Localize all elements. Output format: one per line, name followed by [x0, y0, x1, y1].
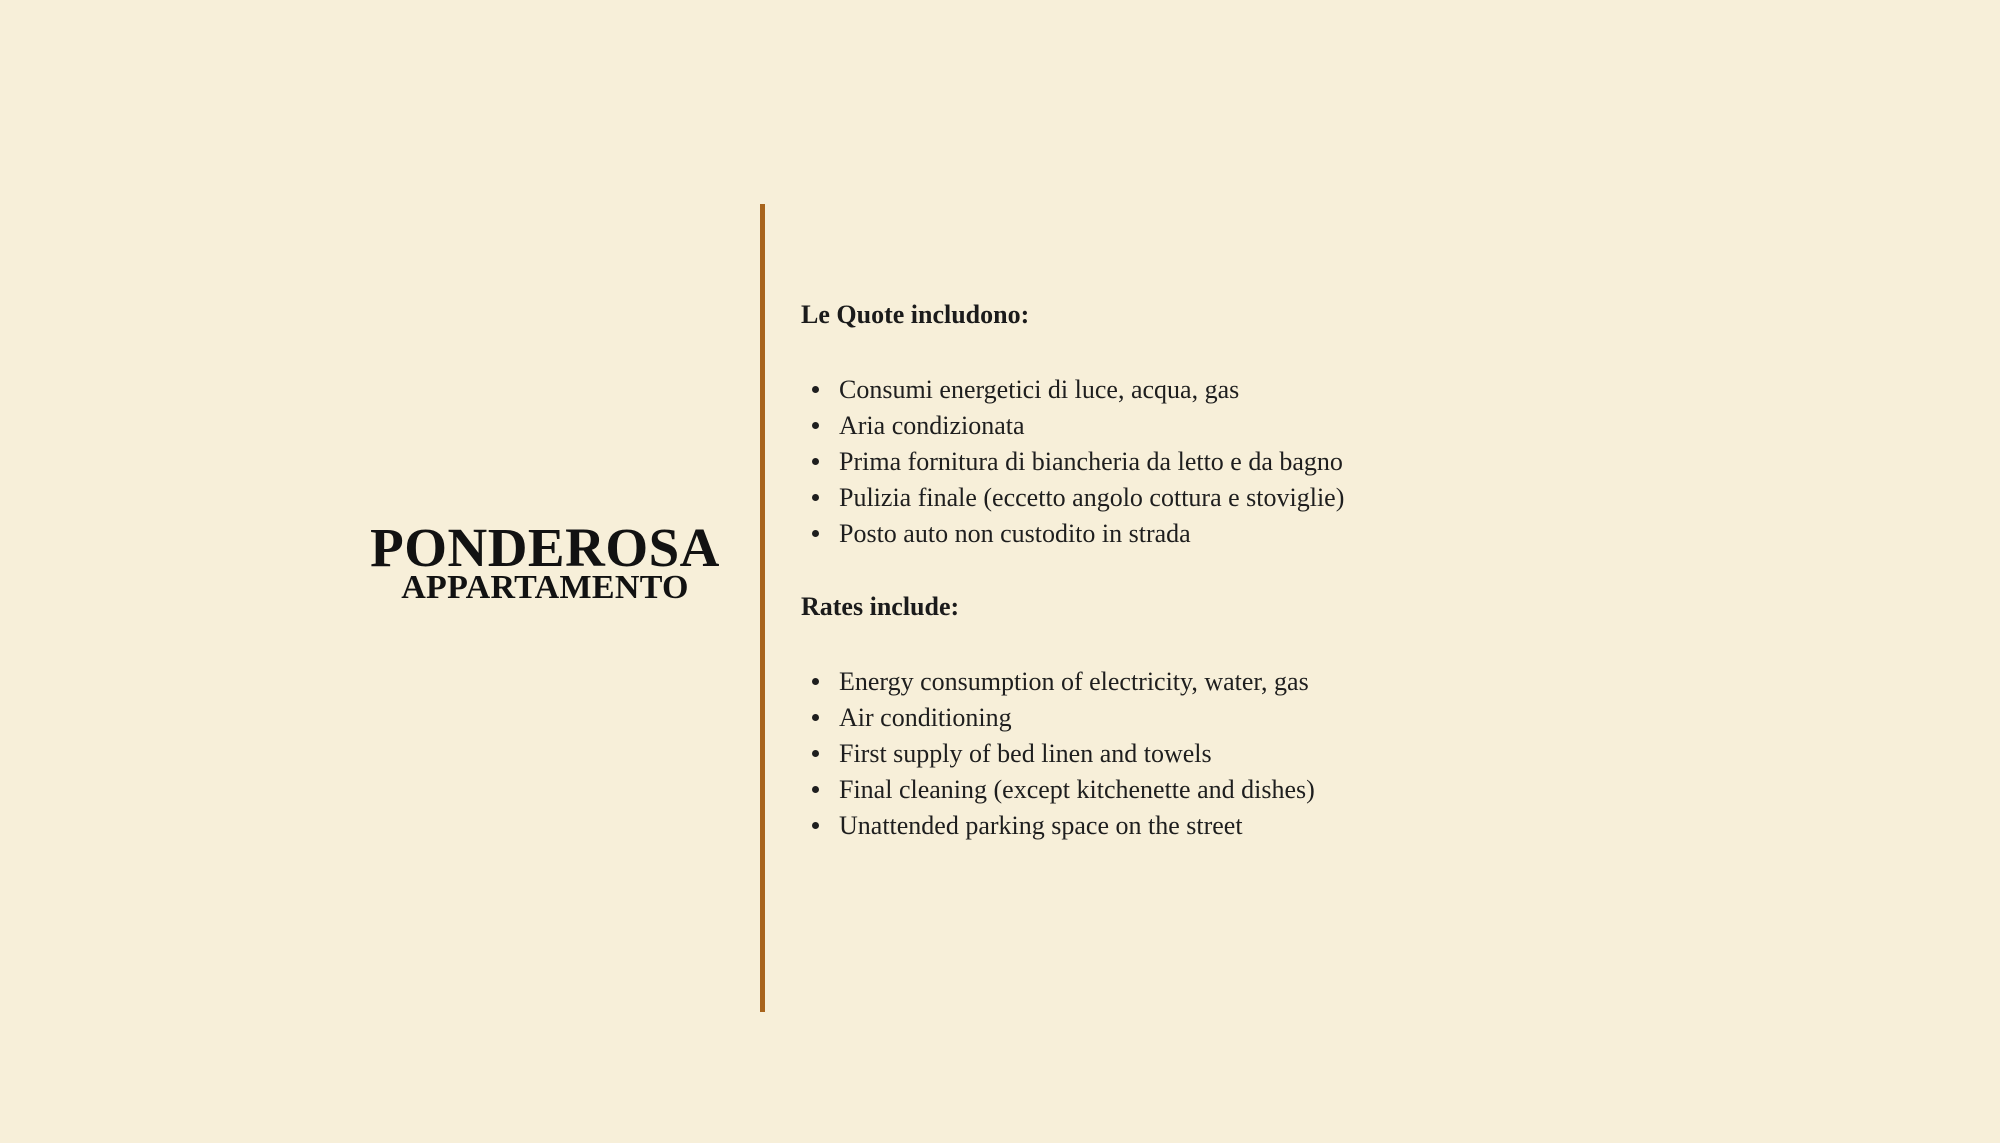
brand-subtitle: APPARTAMENTO: [401, 569, 689, 606]
list-item-text: Consumi energetici di luce, acqua, gas: [839, 375, 1240, 404]
list-item: [801, 700, 1901, 736]
list-item-text: Unattended parking space on the street: [839, 811, 1243, 840]
bullet-icon: [812, 494, 819, 501]
list-item-text: Energy consumption of electricity, water, gas: [839, 667, 1309, 696]
vertical-divider: [760, 204, 765, 1012]
brand-title: PONDEROSA: [370, 517, 720, 578]
list-item-text: Prima fornitura di biancheria da letto e da bagno: [839, 447, 1343, 476]
english-section: [801, 592, 1901, 844]
italian-section: [801, 300, 1901, 552]
list-item: [801, 664, 1901, 700]
list-item-text: Air conditioning: [839, 703, 1012, 732]
list-item: [801, 808, 1901, 844]
list-item: [801, 772, 1901, 808]
italian-list: [801, 372, 1901, 552]
bullet-icon: [812, 458, 819, 465]
list-item: [801, 408, 1901, 444]
bullet-icon: [812, 786, 819, 793]
bullet-icon: [812, 714, 819, 721]
list-item: [801, 372, 1901, 408]
list-item-text: First supply of bed linen and towels: [839, 739, 1212, 768]
list-item: [801, 480, 1901, 516]
bullet-icon: [812, 530, 819, 537]
rates-content: [801, 300, 1901, 844]
english-heading: Rates include:: [801, 592, 960, 621]
list-item: [801, 444, 1901, 480]
list-item-text: Aria condizionata: [839, 411, 1025, 440]
bullet-icon: [812, 422, 819, 429]
bullet-icon: [812, 386, 819, 393]
brand-block: [330, 517, 760, 606]
list-item-text: Pulizia finale (eccetto angolo cottura e stoviglie): [839, 483, 1345, 512]
bullet-icon: [812, 678, 819, 685]
list-item-text: Posto auto non custodito in strada: [839, 519, 1191, 548]
list-item: [801, 516, 1901, 552]
list-item: [801, 736, 1901, 772]
bullet-icon: [812, 750, 819, 757]
english-list: [801, 664, 1901, 844]
list-item-text: Final cleaning (except kitchenette and dishes): [839, 775, 1315, 804]
bullet-icon: [812, 822, 819, 829]
italian-heading: Le Quote includono:: [801, 300, 1030, 329]
